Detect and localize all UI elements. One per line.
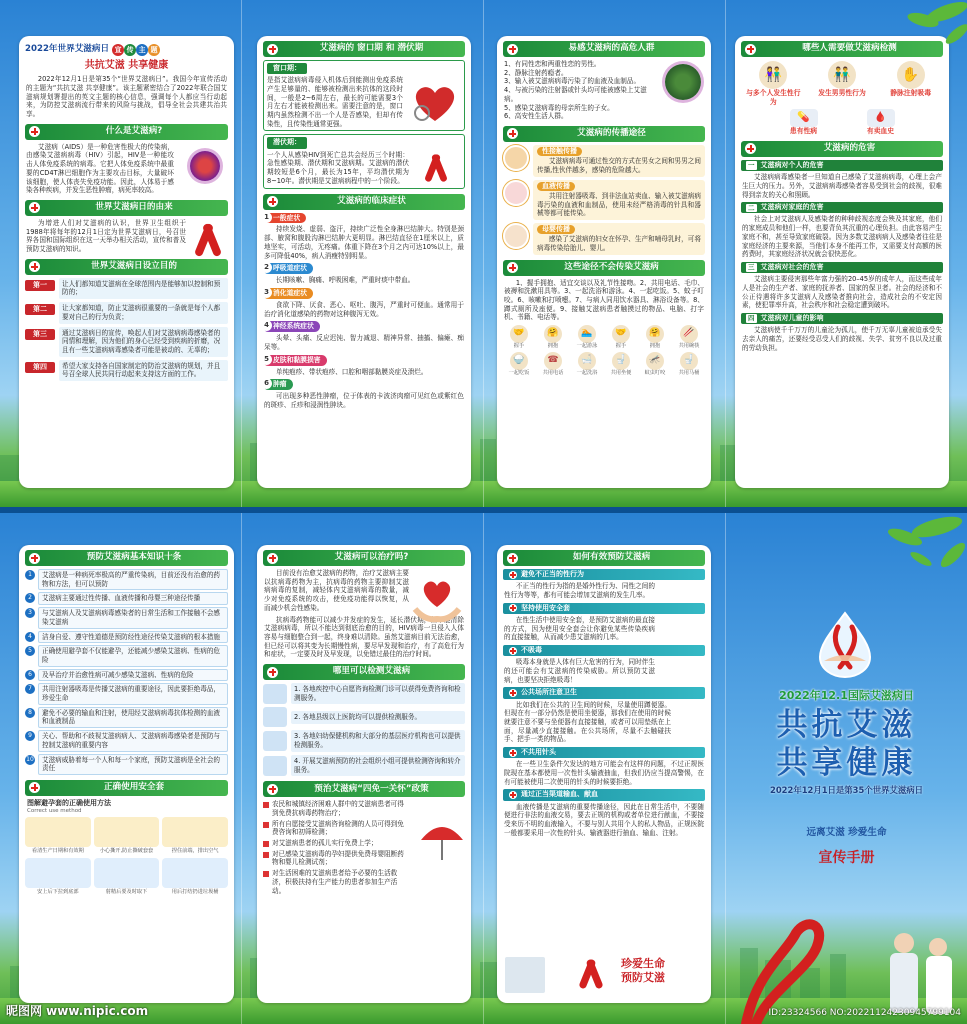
harm-text: 艾滋病主要侵害那些年富力强的20–45岁的成年人，而这些成年人是社会的生产者、家庭的抚养者、国家的保卫者。社会的经济和不公正待遇将许多艾滋病人及感染者推向社会，造成社会的不安定因素，使犯罪率升高，社会秩序和社会稳定遭到破坏。	[742, 275, 942, 310]
harm-label: 三 艾滋病对社会的危害	[741, 262, 943, 273]
prevention-label: 通过正当渠道输血、献血	[503, 789, 705, 800]
syringe-icon	[503, 180, 529, 206]
handshake-icon: 🤝	[510, 325, 528, 343]
section-header-harm: 艾滋病的危害	[741, 141, 943, 157]
route-text: 艾滋病病毒可通过性交的方式在男女之间和男男之间传播,性伙伴越多，感染的危险越大。	[537, 157, 701, 174]
purpose-item: 第二 让大家都知道，防止艾滋病很重要的一条就是每个人都要对自己的行为负责；	[25, 302, 228, 323]
red-cross-icon	[29, 202, 40, 213]
icon-cell: 🚽 共用马桶	[673, 352, 705, 377]
male-couple-icon: 👬	[828, 61, 856, 89]
red-cross-icon	[267, 784, 278, 795]
panel-title-row	[25, 44, 228, 56]
symptom-text: 可出现多种恶性肿瘤，位于体表的卡波济肉瘤可见红色或紫红色的斑疹、丘疹和浸润性肿块。	[264, 392, 464, 410]
red-cross-icon	[745, 143, 756, 154]
who-item: ✋ 静脉注射吸毒	[881, 61, 941, 107]
knowledge-item: 5 正确使用避孕套不仅能避孕，还能减少感染艾滋病、性病的危险	[25, 645, 228, 666]
fold-line	[241, 513, 242, 1024]
fold-line	[241, 0, 242, 507]
section-header-what: 什么是艾滋病?	[25, 124, 228, 140]
cover-motto: 远离艾滋 珍爱生命	[806, 827, 887, 838]
section-header-where: 哪里可以检测艾滋病	[263, 664, 465, 680]
hospital-icon	[263, 756, 287, 776]
watermark-right: ID:23324566 NO:20221124230945799104	[768, 1008, 961, 1019]
phone-icon: ☎	[544, 352, 562, 370]
risk-item: 5、感染艾滋病毒的母亲所生的子女。	[504, 103, 614, 112]
couple-icon: 👫	[759, 61, 787, 89]
panel-high-risk	[497, 36, 711, 488]
theme-badge: 传	[124, 44, 136, 56]
symptom-item	[257, 288, 471, 318]
virus-icon	[190, 151, 220, 181]
route-item	[503, 180, 705, 220]
red-cross-icon	[267, 553, 278, 564]
knowledge-item: 1 艾滋病是一种病死率极高的严重传染病，目前还没有治愈的药物和方法，但可以预防	[25, 569, 228, 590]
prevention-label: 坚持使用安全套	[503, 603, 705, 614]
what-text: 艾滋病（AIDS）是一种危害性极大的传染病，由感染艾滋病病毒（HIV）引起，HIV是一种能攻击人体免疫系统的病毒。它把人体免疫系统中最重要的CD4T淋巴细胞作为主要攻击目标，大量破坏该细胞，使人体丧失免疫功能。因此，人体易于感染各种疾病，并发生恶性肿瘤，病死率较高。	[26, 142, 174, 195]
risk-item: 2、静脉注射药瘾者。	[504, 68, 568, 77]
icon-cell: 🚽 共用坐便	[605, 352, 637, 377]
symptom-item	[257, 321, 471, 351]
harm-label: 二 艾滋病对家庭的危害	[741, 202, 943, 213]
red-cross-icon	[507, 44, 518, 55]
prevention-text: 在一些卫生条件欠发达的地方可能会有这样的问题，不过正规医院现在基本都使用一次性针头输液抽血，但我们仍应当提高警惕，在有可能被使用二次使用的针头的时候要拒绝。	[504, 760, 704, 786]
red-cross-icon	[745, 44, 756, 55]
watermark-left: 昵图网 www.nipic.com	[6, 1004, 149, 1019]
harm-text: 艾滋病使千千万万的儿童沦为孤儿，使千万无辜儿童被迫承受失去亲人的痛苦，还要经受忍受人们的歧视、失学、贫穷不良以及过重的劳动负担。	[742, 326, 942, 352]
red-cross-icon	[29, 553, 40, 564]
section-header-origin: 世界艾滋病日的由来	[25, 200, 228, 216]
eating-icon: 🍚	[510, 352, 528, 370]
red-cross-icon	[267, 44, 278, 55]
blood-pressure-heart-icon	[410, 81, 460, 125]
theme-title: 2022年世界艾滋病日	[25, 44, 110, 55]
bath-icon: 🛁	[578, 352, 596, 370]
red-cross-icon	[267, 667, 278, 678]
theme-badge: 宣	[112, 44, 124, 56]
blood-bag-icon: 🩸	[867, 109, 895, 127]
symptom-item	[257, 213, 471, 261]
icon-cell: ☎ 共用电话	[537, 352, 569, 377]
risk-item: 6、高安性生活人群。	[504, 112, 568, 121]
risk-section	[497, 60, 711, 121]
red-cross-icon	[267, 196, 278, 207]
prevention-text: 比如我们在公共的卫生间的时候，尽量使用蹲便器。但现在有一部分仍然是使用坐便器，那我们在使用的时候就要注意不要与坐便器有直接接触，或者可以用垫纸在上面，尽量减少直接接触。在公共场所，尽量不去触碰扶手、把手一类的物品。	[504, 700, 671, 744]
section-header-who: 哪些人需要做艾滋病检测	[741, 41, 943, 57]
umbrella-icon	[417, 814, 467, 866]
where-item: 3. 各地妇幼保健机构和大部分的基层医疗机构也可以提供检测服务。	[263, 730, 465, 751]
symptom-text: 单纯疱疹、带状疱疹、口腔和咽部黏膜炎症及溃烂。	[275, 367, 428, 376]
what-section	[19, 143, 234, 195]
latent-label: 潜伏期：	[267, 137, 307, 148]
route-label: 血液传播	[537, 182, 575, 191]
where-item: 4. 开展艾滋病预防的社会组织小组可提供检测咨询和转介服务。	[263, 755, 465, 776]
symptom-label: 2 呼吸道症状	[263, 263, 313, 274]
harm-label: 一 艾滋病对个人的危害	[741, 160, 943, 171]
symptom-text: 食欲下降、厌食、恶心、呕吐、腹泻，严重时可便血。通常用于治疗消化道感染的药物对这种腹泻无效。	[264, 300, 464, 318]
cover-title-2: 共享健康	[776, 745, 917, 781]
red-ribbon-icon	[424, 152, 448, 184]
harm-label: 四 艾滋病对儿童的影响	[741, 313, 943, 324]
cover-title-1: 共抗艾滋	[776, 707, 917, 743]
prevention-label: 避免不正当的性行为	[503, 569, 705, 580]
section-header-no-transmission: 这些途径不会传染艾滋病	[503, 260, 705, 276]
leaves-decoration	[837, 0, 967, 60]
icon-cell: 🦟 蚊虫叮咬	[639, 352, 671, 377]
prevention-text: 在性生活中使用安全套，是预防艾滋病的最直接的方式，因为使用安全套会让你避免某些传染疾病的直接接触，从而减少患艾滋病的几率。	[504, 615, 655, 642]
section-header-cure: 艾滋病可以治疗吗?	[263, 550, 465, 566]
route-item	[503, 223, 705, 255]
mosquito-icon: 🦟	[646, 352, 664, 370]
prevention-label: 不共用针头	[503, 747, 705, 758]
toilet-icon: 🚽	[680, 352, 698, 370]
ten-list	[19, 569, 234, 775]
knowledge-item: 7 共用注射器吸毒是传播艾滋病的重要途径，因此要拒绝毒品，珍爱生命	[25, 683, 228, 704]
cure-text-2: 抗病毒药物能可以减少并发症的发生，延长潜伏期，但不能清除艾滋病病毒，所以不能达到彻底治愈的目的，HIV病毒一旦侵入人体容易与细胞整合到一起，终身难以清除。虽然艾滋病目前无法治愈，但已经可以将其变为长期慢性病，要尽早发现和治疗，有了高危行为和症状，一定要及时及早发现，以免错过最佳的治疗时间。	[264, 615, 464, 659]
knowledge-item: 2 艾滋病主要通过性传播、血液传播和母婴三种途径传播	[25, 592, 228, 605]
purpose-item: 第一 让人们都知道艾滋病在全球范围内是能够加以控制和预防的；	[25, 278, 228, 299]
condom-step: 安上后下拉到底部	[25, 858, 91, 896]
section-header-risk: 易感艾滋病的高危人群	[503, 41, 705, 57]
section-header-ten: 预防艾滋病基本知识十条	[25, 550, 228, 566]
knowledge-item: 9 关心、帮助和不歧视艾滋病病人、艾滋病病毒感染者是预防与控制艾滋病的重要内容	[25, 730, 228, 751]
fold-line	[725, 0, 726, 507]
condom-step: 看清生产日期和有效期	[25, 817, 91, 855]
risk-item: 1、有同性恋和两重性恋的男性。	[504, 60, 601, 68]
risk-item: 4、与被污染的注射器或针头均可能被感染上艾滋病。	[504, 86, 647, 103]
red-cross-icon	[29, 261, 40, 272]
symptom-item	[257, 355, 471, 377]
icon-cell: 🤗 拥抱	[639, 325, 671, 350]
prevention-text: 不正当的性行为指的是婚外性行为、同性之间的性行为等等，都有可能会增加艾滋病的发生几率。	[504, 582, 655, 599]
where-item: 1. 各地疾控中心自愿咨询检测门诊可以获得免费咨询和检测服务。	[263, 683, 465, 704]
symptom-item	[257, 379, 471, 409]
latent-box	[263, 134, 465, 188]
risk-item: 3、输入被艾滋病病毒污染了的血液及血制品。	[504, 77, 641, 86]
origin-section	[19, 219, 234, 254]
condom-subtitle: 图解避孕套的正确使用方法	[27, 798, 111, 807]
theme-badge: 主	[136, 44, 148, 56]
red-cross-icon	[507, 128, 518, 139]
section-header-routes: 艾滋病的传播途径	[503, 126, 705, 142]
icon-cell: 🤝 握手	[605, 325, 637, 350]
icon-cell: 🍚 一起吃饭	[503, 352, 535, 377]
symptom-label: 4 神经系统症状	[263, 321, 320, 332]
symptom-text: 头晕、头痛、反应迟钝、智力减退、精神异常、抽搐、偏瘫、痴呆等。	[264, 334, 464, 351]
who-icons-row-2	[765, 109, 919, 136]
section-header-window: 艾滋病的 窗口期 和 潜伏期	[263, 41, 465, 57]
hospital-icon	[263, 731, 287, 751]
fold-line	[483, 0, 484, 507]
knowledge-item: 3 与艾滋病人及艾滋病病毒感染者的日常生活和工作接触不会感染艾滋病	[25, 607, 228, 628]
prevention-footer	[497, 953, 711, 997]
prevention-label: 公共场所注意卫生	[503, 687, 705, 698]
policy-item: 对生活困难的艾滋病患者给予必要的生活救济，积极扶持有生产能力的患者参加生产活动。	[263, 869, 409, 895]
section-header-prevention: 如何有效预防艾滋病	[503, 550, 705, 566]
window-text: 是指艾滋病病毒侵入机体后到能测出免疫系统产生足够量的、能够被检测出来抗体的这段时间，一般是2~6周左右，最长的可能需要3个月左右才能被检测出来。需要注意的是，窗口期内虽然检测不出一个人是否感染，但却有传染性，且传染性通常更强。	[267, 76, 403, 128]
toilet-icon: 🚽	[612, 352, 630, 370]
slogan: 共抗艾滋 共享健康	[84, 60, 169, 71]
route-label: 母婴传播	[537, 225, 575, 234]
prevention-label: 不吸毒	[503, 645, 705, 656]
who-item: 👫 与多个人发生性行为	[743, 61, 803, 107]
icon-cell: 🛁 一起洗浴	[571, 352, 603, 377]
couple-icon	[503, 145, 529, 171]
harm-list	[735, 160, 949, 352]
red-ribbon-icon	[578, 957, 603, 991]
purpose-item: 第四 希望大家支持各自国家制定的防治艾滋病的规划，并且号召全球人民共同行动起来支持这方面的工作。	[25, 360, 228, 381]
window-box	[263, 60, 465, 131]
section-header-condom: 正确使用安全套	[25, 780, 228, 796]
mother-baby-icon	[503, 223, 529, 249]
panel-aids-day-intro	[19, 36, 234, 488]
symptom-label: 1 一般症状	[263, 213, 306, 224]
theme-badge: 题	[148, 44, 160, 56]
latent-text: 一个人从感染HIV到死亡总共会经历三个时期：急性感染期、潜伏期和艾滋病期。艾滋病的潜伏期较短是6个月，最长为15年，平均潜伏期为8~10年。潜伏期是艾滋病病程中的一个阶段。	[267, 150, 409, 185]
hug-icon: 🤗	[646, 325, 664, 343]
condom-step: 捏住前端，排出空气	[162, 817, 228, 855]
harm-text: 艾滋病病毒感染者一旦知道自己感染了艾滋病病毒，心理上会产生巨大的压力。另外，艾滋病病毒感染者容易受到社会的歧视，很难得到亲友的关心和照顾。	[742, 173, 942, 199]
icon-cell: 🏊 一起游泳	[571, 325, 603, 350]
red-cross-icon	[29, 126, 40, 137]
symptom-label: 3 消化道症状	[263, 288, 313, 299]
intro-text: 2022年12月1日是第35个“世界艾滋病日”。我国今年宣传活动的主题为“共抗艾滋 共享健康”。该主题紧密结合了2022年联合国艾滋病规划署提出的英文主题的核心信息，强调每个人都应当行动起来，为防控艾滋病流行带来的风险与挑战，倡导全社会共建共治共享。	[26, 75, 227, 118]
policy-section	[257, 800, 471, 895]
cover-date-line: 2022年12.1国际艾滋病日	[779, 689, 914, 702]
policy-item: 对艾滋病患者的孤儿实行免费上学；	[263, 839, 409, 848]
route-text: 感染了艾滋病的妇女在怀孕、生产和哺母乳时，可将病毒传染给胎儿、婴儿。	[537, 235, 701, 252]
who-item: 💊 患有性病	[774, 109, 834, 136]
prevention-text: 吸毒本身就是人体有巨大危害的行为，同时伴生的还可能会有艾滋病的传染威胁。所以预防艾滋病，也要坚决拒绝吸毒！	[504, 658, 655, 684]
footer-slogan: 珍爱生命 预防艾滋	[621, 957, 665, 984]
swim-icon: 🏊	[578, 325, 596, 343]
fold-line	[483, 513, 484, 1024]
symptom-text: 持续发烧、虚弱、盗汗，持续广泛性全身淋巴结肿大。特别是颈部、腋窝和腹股沟淋巴结肿大更明显。淋巴结直径在1厘米以上，质地坚实，可活动，无疼痛。体重下降在3个月之内可达10%以上，最多可降低40%，病人消瘦特别明显。	[264, 225, 464, 260]
symptom-list	[257, 213, 471, 410]
icon-cell: 🤗 拥抱	[537, 325, 569, 350]
section-header-purpose: 世界艾滋病日设立目的	[25, 259, 228, 275]
prevention-list	[497, 569, 711, 837]
hospital-icon	[263, 707, 287, 727]
knowledge-item: 6 及早治疗并治愈性病可减少感染艾滋病、性病的危险	[25, 669, 228, 682]
red-cross-icon	[29, 782, 40, 793]
virus-icon	[665, 64, 701, 100]
panel-prevention	[497, 545, 711, 1003]
panel-ten-knowledge	[19, 545, 234, 1003]
who-item: 🩸 有卖血史	[851, 109, 911, 136]
hug-icon: 🤗	[544, 325, 562, 343]
chopsticks-icon: 🥢	[680, 325, 698, 343]
bottom-sheet	[0, 513, 967, 1024]
red-ribbon-icon	[194, 221, 222, 259]
condom-subtitle-en: Correct use method	[27, 808, 82, 815]
cure-section	[257, 569, 471, 613]
where-list	[257, 683, 471, 776]
section-header-symptoms: 艾滋病的临床症状	[263, 194, 465, 210]
window-label: 窗口期：	[267, 63, 307, 74]
who-icons-row	[739, 61, 945, 107]
origin-text: 为增进人们对艾滋病的认识，世界卫生组织于1988年将每年的12月1日定为世界艾滋病日，号召世界各国和国际组织在这一天举办相关活动，宣传和普及预防艾滋病的知识。	[26, 218, 186, 254]
route-item	[503, 145, 705, 177]
cover-subtitle: 2022年12月1日是第35个世界艾滋病日	[770, 785, 923, 795]
route-label: 性接触传播	[537, 147, 582, 156]
icon-cell: 🥢 共用碗筷	[673, 325, 705, 350]
knowledge-item: 4 洁身自爱、遵守性道德是预防经性途径传染艾滋病的根本措施	[25, 631, 228, 644]
icon-cell: 🤝 握手	[503, 325, 535, 350]
purpose-item: 第三 通过艾滋病日的宣传，唤起人们对艾滋病病毒感染者的同情和理解，因为他们的身心已经受到疾病的折磨，况且有一些艾滋病病毒感染者可能是被动的、无辜的；	[25, 327, 228, 357]
hospital-icon	[263, 684, 287, 704]
where-item: 2. 各地县级以上医院均可以提供检测服务。	[263, 707, 465, 727]
policy-item: 对已感染艾滋病毒的孕妇提供免费母婴阻断药物和婴儿检测试剂；	[263, 850, 409, 867]
symptom-label: 6 肿瘤	[263, 379, 293, 390]
pills-icon: 💊	[790, 109, 818, 127]
top-sheet	[0, 0, 967, 507]
prevention-text: 血液传播是艾滋病的重要传播途径，因此在日常生活中，不要随便进行非法的血液交易，要去正规的机构或者单位进行献血，不要接受来历不明的血液输入，不要与别人共用个人的私人物品，正规医院一般都要采用一次性的针头、输液器进行抽血、输血、注射。	[504, 802, 704, 837]
leaves-decoration	[817, 513, 967, 593]
ribbon-drop-logo	[814, 609, 876, 679]
panel-treatment	[257, 545, 471, 1003]
section-header-policy: 预治艾滋病“四免一关怀”政策	[263, 781, 465, 797]
symptom-text: 长期咳嗽、胸痛、呼吸困难，严重时痰中带血。	[275, 276, 415, 285]
policy-list	[257, 800, 415, 895]
no-transmission-text: 1、握手拥抱、适宜交谈以及礼节性接吻。2、共用电话、毛巾、被褥和洗漱用具等。3、一起洗浴和游泳。4、一起吃饭。5、蚊子叮咬。6、咳嗽和打喷嚏。7、与病人同用饮水器具、淋浴设备等。8、蹲式厕所及座便。9、接触艾滋病患者触摸过的物品、电脑、打字机、书籍、电话等。	[504, 278, 704, 322]
policy-item: 农民和城镇经济困难人群中的艾滋病患者可得到免费抗病毒药物治疗；	[263, 800, 409, 817]
condom-step: 射精后要及时取下	[94, 858, 160, 896]
syringe-hand-icon: ✋	[897, 61, 925, 89]
condom-step: 用后打结扔进垃圾桶	[162, 858, 228, 896]
policy-item: 所有自愿接受艾滋病咨询检测的人员可得到免费咨询和初筛检测；	[263, 820, 409, 837]
red-cross-icon	[507, 553, 518, 564]
red-cross-icon	[507, 262, 518, 273]
who-item: 👬 发生男男性行为	[812, 61, 872, 107]
harm-text: 社会上对艾滋病人及感染者的种种歧视态度会殃及其家庭，他们的家庭成员和他们一样，也要背负其沉重的心理负担。由此容易产生家庭不和，甚至导致家庭破裂。因为多数艾滋病病人及感染者往往是家庭经济的主要来源，当他们本身不能再工作，又需要支付高额的医药费时，其家庭经济状况就会很快恶化。	[742, 215, 942, 259]
risk-list	[504, 60, 659, 121]
cure-text-1: 目前没有治愈艾滋病的药物，治疗艾滋病主要以抗病毒药物为主，抗病毒的药物主要抑制艾滋病病毒的复制，减轻体内艾滋病病毒的数量，减少对免疫系统的攻击，使免疫功能得以恢复，从而减少机会性感染。	[264, 569, 409, 612]
condom-steps	[25, 817, 228, 896]
cover-brochure-label: 宣传手册	[818, 850, 875, 866]
symptom-label: 5 皮肤和黏膜损害	[263, 355, 327, 366]
hospital-building-icon	[505, 957, 545, 993]
knowledge-item: 10 艾滋病威胁着每一个人和每一个家庭，预防艾滋病是全社会的责任	[25, 754, 228, 775]
knowledge-item: 8 避免不必要的输血和注射，使用经艾滋病病毒抗体检测的血液和血液制品	[25, 707, 228, 728]
panel-who-test	[735, 36, 949, 488]
symptom-item	[257, 263, 471, 285]
hands-heart-icon	[409, 573, 465, 629]
condom-step: 小心撕开,防止撕破套套	[94, 817, 160, 855]
handshake-icon: 🤝	[612, 325, 630, 343]
no-transmission-icons	[503, 325, 705, 377]
route-text: 共用注射器吸毒、到非法血站卖血、输入被艾滋病病毒污染的血液和血制品，使用未经严格消毒的针具和器械等都可能传染。	[537, 191, 701, 218]
panel-window-period	[257, 36, 471, 488]
theme-badges	[112, 44, 160, 56]
